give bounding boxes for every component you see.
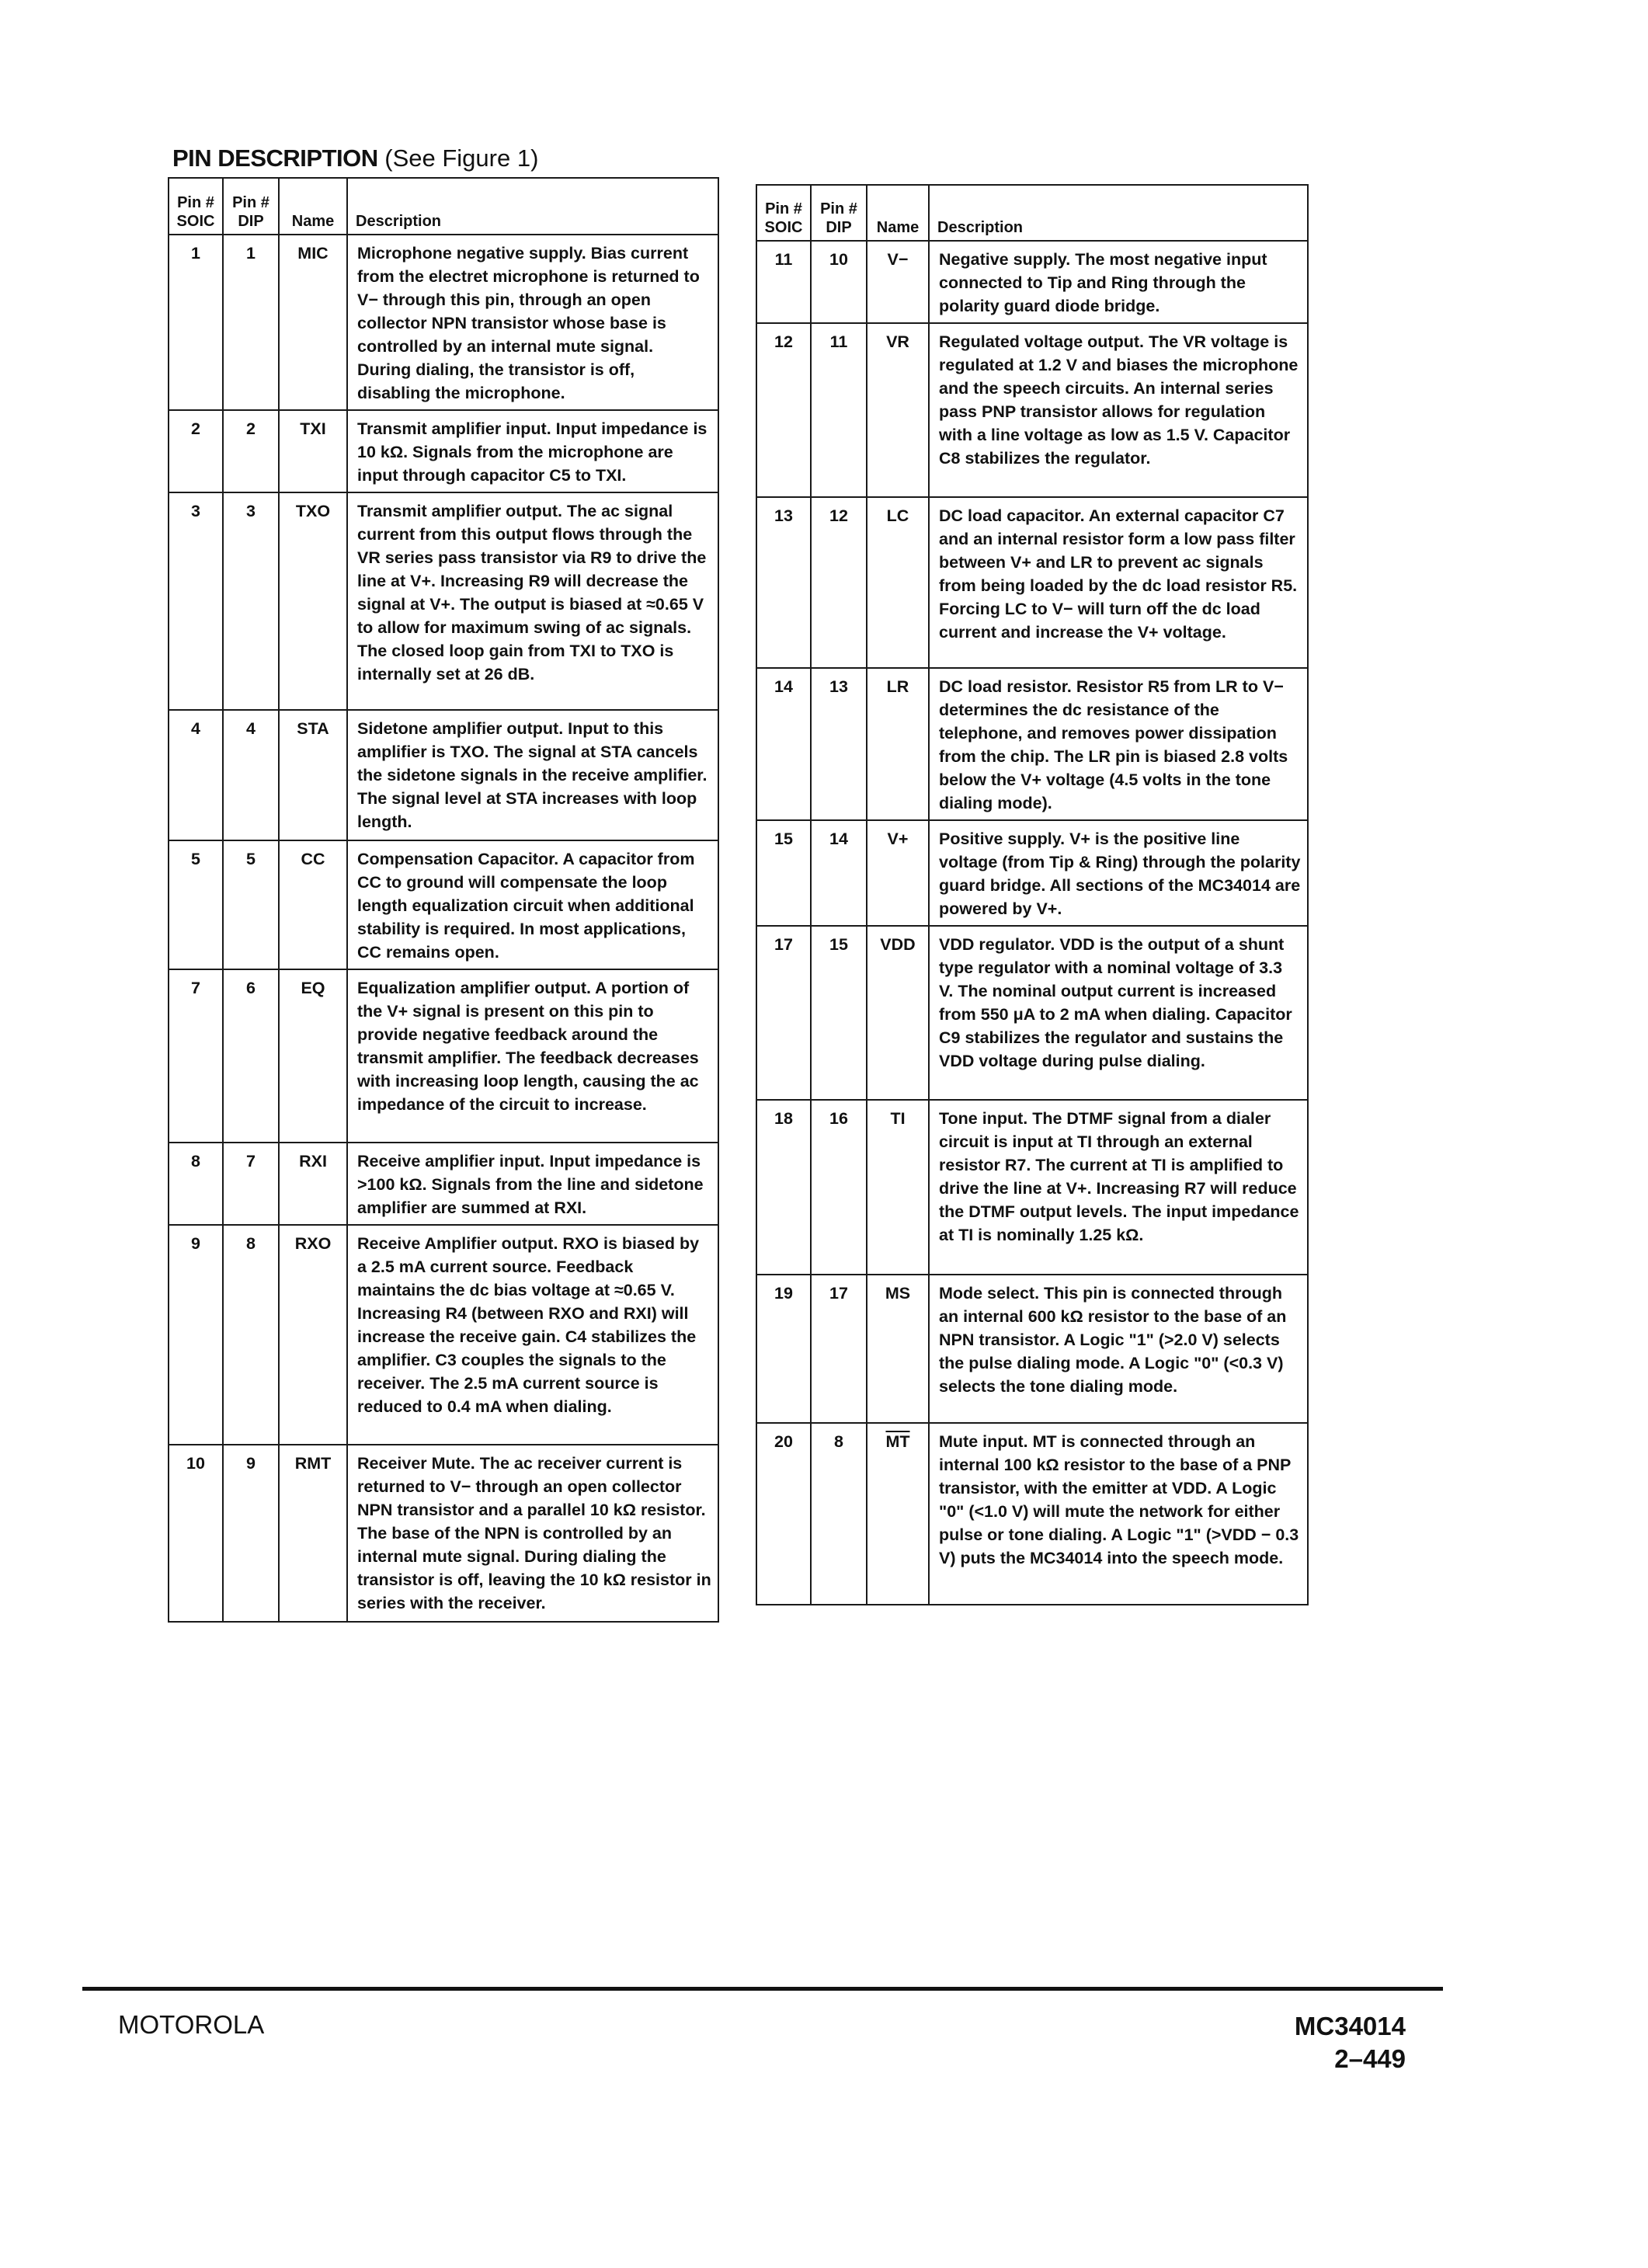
pin-name: TI bbox=[867, 1100, 929, 1275]
pin-name: RXI bbox=[279, 1143, 347, 1225]
pin-row bbox=[756, 926, 1308, 1100]
header-soic: Pin # SOIC bbox=[169, 178, 223, 235]
pin-row bbox=[169, 410, 718, 492]
header-row bbox=[169, 178, 718, 235]
pin-name: V+ bbox=[867, 820, 929, 926]
pin-dip: 9 bbox=[223, 1445, 279, 1622]
pin-description: Receiver Mute. The ac receiver current is returned to V− through an open collector NPN transistor and a parallel 10 kΩ resistor. The base of the NPN is controlled by an internal mute signal. During dialing the transistor is off, leaving the 10 kΩ resistor in series with the receiver. bbox=[347, 1445, 718, 1622]
pin-name: VR bbox=[867, 323, 929, 497]
pin-row bbox=[756, 323, 1308, 497]
section-title-ref: (See Figure 1) bbox=[377, 144, 539, 172]
pin-row bbox=[756, 1275, 1308, 1423]
pin-dip: 8 bbox=[223, 1225, 279, 1445]
pin-row bbox=[756, 497, 1308, 668]
pin-description: Positive supply. V+ is the positive line voltage (from Tip & Ring) through the polarity guard bridge. All sections of the MC34014 are powered by V+. bbox=[929, 820, 1308, 926]
pin-dip: 13 bbox=[811, 668, 867, 820]
pin-description: VDD regulator. VDD is the output of a shunt type regulator with a nominal voltage of 3.3 V. The nominal output current is increased from 550 μA to 2 mA when dialing. Capacitor C9 stabilizes the regulator and sustains the VDD voltage during pulse dialing. bbox=[929, 926, 1308, 1100]
section-title bbox=[172, 144, 538, 172]
pin-name: TXO bbox=[279, 492, 347, 710]
pin-row bbox=[756, 1423, 1308, 1605]
pin-dip: 16 bbox=[811, 1100, 867, 1275]
pin-name: MIC bbox=[279, 235, 347, 410]
pin-row bbox=[756, 241, 1308, 323]
pin-soic: 12 bbox=[756, 323, 811, 497]
footer-rule bbox=[82, 1987, 1443, 1991]
header-row bbox=[756, 185, 1308, 241]
pin-soic: 15 bbox=[756, 820, 811, 926]
pin-row bbox=[756, 1100, 1308, 1275]
pin-name: MS bbox=[867, 1275, 929, 1423]
pin-description: Microphone negative supply. Bias current from the electret microphone is returned to V− through this pin, through an open collector NPN transistor whose base is controlled by an internal mute signal. During dialing, the transistor is off, disabling the microphone. bbox=[347, 235, 718, 410]
pin-description: Mode select. This pin is connected through an internal 600 kΩ resistor to the base of an NPN transistor. A Logic "1" (>2.0 V) selects the pulse dialing mode. A Logic "0" (<0.3 V) selects the tone dialing mode. bbox=[929, 1275, 1308, 1423]
pin-description: Mute input. MT is connected through an internal 100 kΩ resistor to the base of a PNP transistor, with the emitter at VDD. A Logic "0" (<1.0 V) will mute the network for either pulse or tone dialing. A Logic "1" (>VDD − 0.3 V) puts the MC34014 into the speech mode. bbox=[929, 1423, 1308, 1605]
footer-part-number: MC34014 bbox=[1294, 2012, 1406, 2040]
header-name: Name bbox=[279, 178, 347, 235]
pin-row bbox=[169, 492, 718, 710]
header-description: Description bbox=[929, 185, 1308, 241]
pin-dip: 11 bbox=[811, 323, 867, 497]
pin-dip: 6 bbox=[223, 969, 279, 1143]
header-dip: Pin # DIP bbox=[223, 178, 279, 235]
pin-soic: 19 bbox=[756, 1275, 811, 1423]
pin-soic: 9 bbox=[169, 1225, 223, 1445]
pin-dip: 7 bbox=[223, 1143, 279, 1225]
pin-dip: 10 bbox=[811, 241, 867, 323]
pin-dip: 5 bbox=[223, 840, 279, 969]
pin-dip: 15 bbox=[811, 926, 867, 1100]
pin-description: Negative supply. The most negative input connected to Tip and Ring through the polarity guard diode bridge. bbox=[929, 241, 1308, 323]
pin-description: Compensation Capacitor. A capacitor from CC to ground will compensate the loop length equalization circuit when additional stability is required. In most applications, CC remains open. bbox=[347, 840, 718, 969]
pin-name: V− bbox=[867, 241, 929, 323]
pin-soic: 20 bbox=[756, 1423, 811, 1605]
header-dip: Pin # DIP bbox=[811, 185, 867, 241]
pin-dip: 2 bbox=[223, 410, 279, 492]
pin-row bbox=[169, 969, 718, 1143]
footer-page-number: 2–449 bbox=[1334, 2044, 1406, 2073]
pin-table-right bbox=[756, 184, 1309, 1605]
pin-row bbox=[169, 235, 718, 410]
pin-name: TXI bbox=[279, 410, 347, 492]
pin-dip: 17 bbox=[811, 1275, 867, 1423]
header-name: Name bbox=[867, 185, 929, 241]
pin-name: LC bbox=[867, 497, 929, 668]
pin-row bbox=[756, 668, 1308, 820]
pin-soic: 7 bbox=[169, 969, 223, 1143]
pin-description: Tone input. The DTMF signal from a dialer circuit is input at TI through an external resistor R7. The current at TI is amplified to drive the line at V+. Increasing R7 will reduce the DTMF output levels. The input impedance at TI is nominally 1.25 kΩ. bbox=[929, 1100, 1308, 1275]
pin-name: $\overline{MT}$ bbox=[867, 1423, 929, 1605]
pin-name: CC bbox=[279, 840, 347, 969]
header-description: Description bbox=[347, 178, 718, 235]
pin-description: Regulated voltage output. The VR voltage is regulated at 1.2 V and biases the microphone and the speech circuits. An internal series pass PNP transistor allows for regulation with a line voltage as low as 1.5 V. Capacitor C8 stabilizes the regulator. bbox=[929, 323, 1308, 497]
header-soic: Pin # SOIC bbox=[756, 185, 811, 241]
pin-name: RXO bbox=[279, 1225, 347, 1445]
footer-brand: MOTOROLA bbox=[118, 2010, 265, 2039]
pin-row bbox=[169, 1143, 718, 1225]
pin-name: RMT bbox=[279, 1445, 347, 1622]
pin-name: STA bbox=[279, 710, 347, 840]
pin-description: Transmit amplifier input. Input impedance is 10 kΩ. Signals from the microphone are input through capacitor C5 to TXI. bbox=[347, 410, 718, 492]
pin-soic: 3 bbox=[169, 492, 223, 710]
pin-dip: 12 bbox=[811, 497, 867, 668]
pin-description: Receive Amplifier output. RXO is biased by a 2.5 mA current source. Feedback maintains the dc bias voltage at ≈0.65 V. Increasing R4 (between RXO and RXI) will increase the receive gain. C4 stabilizes the amplifier. C3 couples the signals to the receiver. The 2.5 mA current source is reduced to 0.4 mA when dialing. bbox=[347, 1225, 718, 1445]
pin-soic: 4 bbox=[169, 710, 223, 840]
pin-soic: 2 bbox=[169, 410, 223, 492]
pin-row bbox=[169, 1445, 718, 1622]
pin-row bbox=[169, 1225, 718, 1445]
pin-soic: 10 bbox=[169, 1445, 223, 1622]
section-title-bold: PIN DESCRIPTION bbox=[172, 144, 378, 172]
pin-soic: 1 bbox=[169, 235, 223, 410]
pin-description: Equalization amplifier output. A portion of the V+ signal is present on this pin to provide negative feedback around the transmit amplifier. The feedback decreases with increasing loop length, causing the ac impedance of the circuit to increase. bbox=[347, 969, 718, 1143]
pin-description: Transmit amplifier output. The ac signal current from this output flows through the VR series pass transistor via R9 to drive the line at V+. Increasing R9 will decrease the signal at V+. The output is biased at ≈0.65 V to allow for maximum swing of ac signals. The closed loop gain from TXI to TXO is internally set at 26 dB. bbox=[347, 492, 718, 710]
pin-name: EQ bbox=[279, 969, 347, 1143]
pin-dip: 8 bbox=[811, 1423, 867, 1605]
pin-dip: 3 bbox=[223, 492, 279, 710]
pin-soic: 5 bbox=[169, 840, 223, 969]
pin-soic: 17 bbox=[756, 926, 811, 1100]
pin-row bbox=[169, 840, 718, 969]
pin-soic: 11 bbox=[756, 241, 811, 323]
pin-row bbox=[169, 710, 718, 840]
pin-soic: 14 bbox=[756, 668, 811, 820]
pin-dip: 4 bbox=[223, 710, 279, 840]
pin-soic: 18 bbox=[756, 1100, 811, 1275]
pin-soic: 13 bbox=[756, 497, 811, 668]
pin-table-left bbox=[168, 177, 719, 1623]
pin-description: DC load capacitor. An external capacitor C7 and an internal resistor form a low pass filter between V+ and LR to prevent ac signals from being loaded by the dc load resistor R5. Forcing LC to V− will turn off the dc load current and increase the V+ voltage. bbox=[929, 497, 1308, 668]
pin-soic: 8 bbox=[169, 1143, 223, 1225]
pin-name: VDD bbox=[867, 926, 929, 1100]
pin-description: DC load resistor. Resistor R5 from LR to V− determines the dc resistance of the telephone, and removes power dissipation from the chip. The LR pin is biased 2.8 volts below the V+ voltage (4.5 volts in the tone dialing mode). bbox=[929, 668, 1308, 820]
pin-name: LR bbox=[867, 668, 929, 820]
pin-description: Sidetone amplifier output. Input to this amplifier is TXO. The signal at STA cancels the sidetone signals in the receive amplifier. The signal level at STA increases with loop length. bbox=[347, 710, 718, 840]
pin-dip: 1 bbox=[223, 235, 279, 410]
pin-row bbox=[756, 820, 1308, 926]
pin-dip: 14 bbox=[811, 820, 867, 926]
pin-description: Receive amplifier input. Input impedance is >100 kΩ. Signals from the line and sidetone amplifier are summed at RXI. bbox=[347, 1143, 718, 1225]
